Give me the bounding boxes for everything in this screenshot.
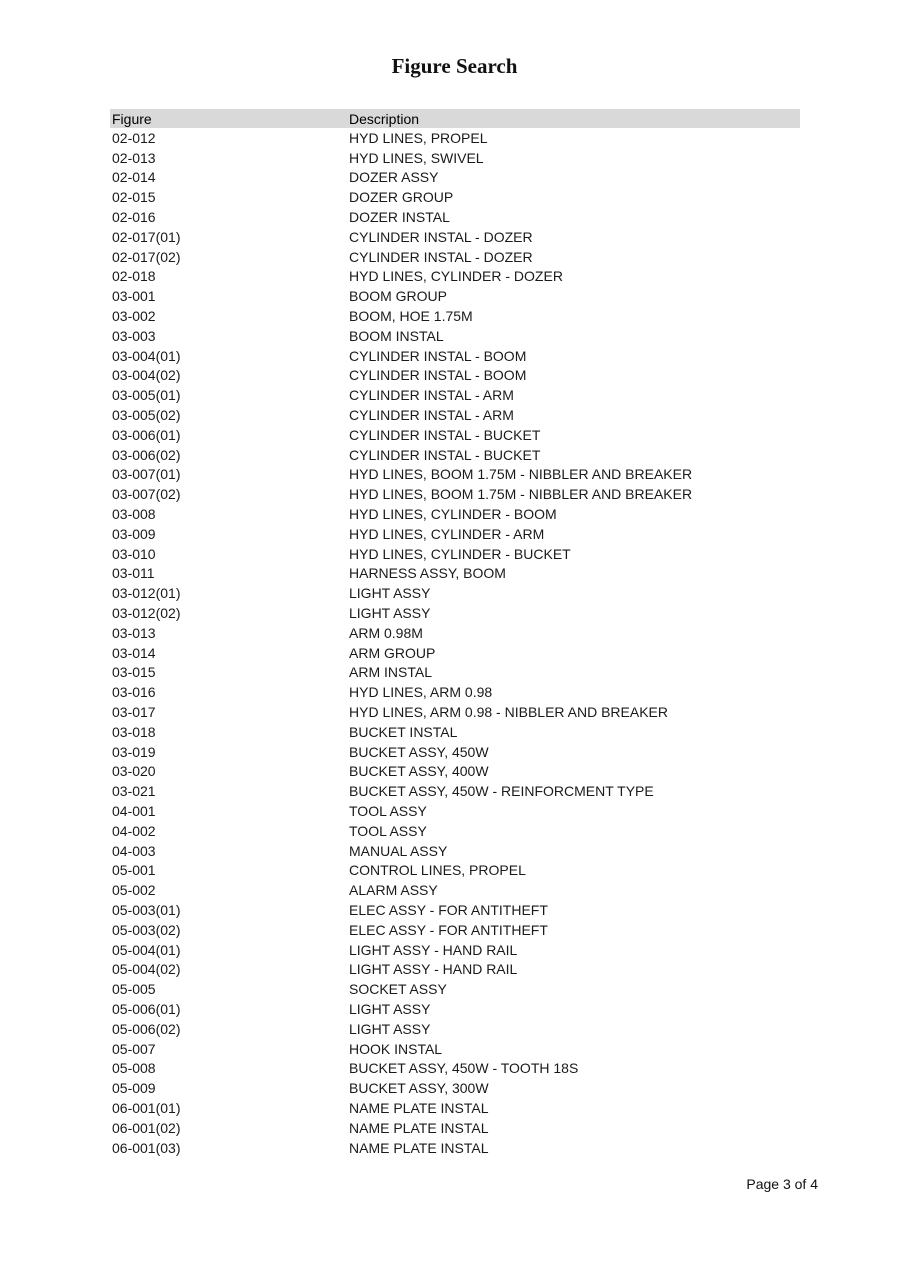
table-row: [110, 781, 800, 801]
figure-cell: 05-006(02): [112, 1020, 181, 1037]
table-row: [110, 1019, 800, 1039]
table-row: [110, 326, 800, 346]
figure-cell: 04-002: [112, 822, 156, 839]
description-cell: ALARM ASSY: [349, 882, 438, 899]
description-cell: NAME PLATE INSTAL: [349, 1099, 489, 1116]
figure-cell: 03-007(02): [112, 486, 181, 503]
table-row: [110, 247, 800, 267]
description-cell: HOOK INSTAL: [349, 1040, 443, 1057]
description-cell: HYD LINES, BOOM 1.75M - NIBBLER AND BREAKER: [349, 466, 693, 483]
table-row: [110, 702, 800, 722]
table-row: [110, 860, 800, 880]
table-row: [110, 959, 800, 979]
figure-cell: 02-018: [112, 268, 156, 285]
table-row: [110, 207, 800, 227]
table-row: [110, 603, 800, 623]
description-cell: BOOM INSTAL: [349, 327, 444, 344]
figure-cell: 03-007(01): [112, 466, 181, 483]
table-row: [110, 1138, 800, 1158]
description-cell: TOOL ASSY: [349, 822, 427, 839]
figure-cell: 02-012: [112, 129, 156, 146]
description-cell: LIGHT ASSY: [349, 605, 431, 622]
figure-cell: 05-002: [112, 882, 156, 899]
table-row: [110, 801, 800, 821]
figure-cell: 05-003(02): [112, 921, 181, 938]
figure-table: [110, 109, 800, 1157]
figure-cell: 03-014: [112, 644, 156, 661]
description-cell: ARM GROUP: [349, 644, 436, 661]
table-row: [110, 1058, 800, 1078]
description-cell: NAME PLATE INSTAL: [349, 1119, 489, 1136]
description-cell: ARM 0.98M: [349, 624, 423, 641]
description-cell: ELEC ASSY - FOR ANTITHEFT: [349, 901, 548, 918]
table-row: [110, 1078, 800, 1098]
table-row: [110, 445, 800, 465]
figure-cell: 03-003: [112, 327, 156, 344]
description-cell: HYD LINES, SWIVEL: [349, 149, 484, 166]
description-cell: BUCKET ASSY, 450W: [349, 743, 489, 760]
figure-cell: 03-017: [112, 704, 156, 720]
figure-cell: 04-003: [112, 842, 156, 859]
description-cell: ELEC ASSY - FOR ANTITHEFT: [349, 921, 548, 938]
table-row: [110, 544, 800, 564]
description-cell: HYD LINES, ARM 0.98 - NIBBLER AND BREAKER: [349, 704, 668, 720]
description-cell: CYLINDER INSTAL - BOOM: [349, 347, 527, 364]
figure-cell: 06-001(01): [112, 1099, 181, 1116]
table-row: [110, 405, 800, 425]
table-row: [110, 663, 800, 683]
description-cell: HARNESS ASSY, BOOM: [349, 565, 506, 582]
table-row: [110, 1118, 800, 1138]
page-number: Page 3 of 4: [746, 1176, 818, 1192]
figure-cell: 03-010: [112, 545, 156, 562]
description-cell: BOOM GROUP: [349, 288, 448, 305]
table-row: [110, 1098, 800, 1118]
table-row: [110, 999, 800, 1019]
table-row: [110, 900, 800, 920]
description-cell: CYLINDER INSTAL - DOZER: [349, 248, 533, 265]
table-row: [110, 821, 800, 841]
description-cell: CONTROL LINES, PROPEL: [349, 862, 526, 879]
figure-cell: 03-008: [112, 506, 156, 523]
figure-cell: 03-020: [112, 763, 156, 780]
figure-cell: 02-014: [112, 169, 156, 186]
description-cell: BUCKET ASSY, 400W: [349, 763, 489, 780]
table-row: [110, 227, 800, 247]
figure-cell: 05-005: [112, 981, 156, 998]
description-cell: HYD LINES, ARM 0.98: [349, 684, 493, 701]
figure-cell: 05-009: [112, 1080, 156, 1097]
description-cell: CYLINDER INSTAL - BOOM: [349, 367, 527, 384]
table-row: [110, 504, 800, 524]
description-cell: TOOL ASSY: [349, 802, 427, 819]
table-row: [110, 286, 800, 306]
description-cell: LIGHT ASSY: [349, 585, 431, 602]
figure-cell: 03-012(01): [112, 585, 181, 602]
table-row: [110, 346, 800, 366]
table-row: [110, 979, 800, 999]
figure-cell: 03-001: [112, 288, 156, 305]
figure-cell: 02-016: [112, 209, 156, 226]
table-row: [110, 465, 800, 485]
column-header-description: Description: [349, 110, 420, 127]
table-row: [110, 623, 800, 643]
description-cell: DOZER ASSY: [349, 169, 439, 186]
table-row: [110, 425, 800, 445]
figure-cell: 03-002: [112, 308, 156, 325]
table-row: [110, 742, 800, 762]
figure-cell: 03-005(02): [112, 407, 181, 424]
figure-cell: 03-012(02): [112, 605, 181, 622]
description-cell: CYLINDER INSTAL - BUCKET: [349, 446, 541, 463]
figure-cell: 03-019: [112, 743, 156, 760]
figure-cell: 03-005(01): [112, 387, 181, 404]
description-cell: BOOM, HOE 1.75M: [349, 308, 473, 325]
table-row: [110, 187, 800, 207]
description-cell: BUCKET ASSY, 450W - TOOTH 18S: [349, 1060, 579, 1077]
table-row: [110, 306, 800, 326]
description-cell: NAME PLATE INSTAL: [349, 1139, 489, 1156]
figure-cell: 03-006(02): [112, 446, 181, 463]
description-cell: HYD LINES, CYLINDER - BOOM: [349, 506, 557, 523]
figure-cell: 03-009: [112, 525, 156, 542]
figure-cell: 03-013: [112, 624, 156, 641]
description-cell: LIGHT ASSY - HAND RAIL: [349, 941, 518, 958]
description-cell: DOZER INSTAL: [349, 209, 450, 226]
description-cell: SOCKET ASSY: [349, 981, 447, 998]
page-title: Figure Search: [391, 54, 518, 78]
table-row: [110, 920, 800, 940]
table-row: [110, 880, 800, 900]
description-cell: CYLINDER INSTAL - BUCKET: [349, 426, 541, 443]
description-cell: BUCKET ASSY, 450W - REINFORCMENT TYPE: [349, 783, 654, 800]
description-cell: CYLINDER INSTAL - ARM: [349, 387, 514, 404]
table-row: [110, 168, 800, 188]
table-row: [110, 643, 800, 663]
figure-cell: 03-015: [112, 664, 156, 681]
figure-cell: 03-016: [112, 684, 156, 701]
description-cell: BUCKET INSTAL: [349, 723, 458, 740]
table-row: [110, 940, 800, 960]
description-cell: LIGHT ASSY: [349, 1020, 431, 1037]
description-cell: HYD LINES, CYLINDER - ARM: [349, 525, 545, 542]
description-cell: HYD LINES, CYLINDER - DOZER: [349, 268, 563, 285]
figure-cell: 05-008: [112, 1060, 156, 1077]
table-row: [110, 366, 800, 386]
figure-cell: 05-001: [112, 862, 156, 879]
figure-cell: 06-001(03): [112, 1139, 181, 1156]
description-cell: LIGHT ASSY: [349, 1000, 431, 1017]
description-cell: HYD LINES, BOOM 1.75M - NIBBLER AND BREAKER: [349, 486, 693, 503]
table-row: [110, 385, 800, 405]
description-cell: DOZER GROUP: [349, 189, 454, 206]
description-cell: HYD LINES, PROPEL: [349, 129, 488, 146]
table-row: [110, 267, 800, 287]
table-header: [110, 109, 800, 128]
table-row: [110, 1039, 800, 1059]
figure-cell: 02-017(02): [112, 248, 181, 265]
description-cell: LIGHT ASSY - HAND RAIL: [349, 961, 518, 978]
figure-cell: 03-004(01): [112, 347, 181, 364]
table-row: [110, 564, 800, 584]
table-row: [110, 524, 800, 544]
table-row: [110, 722, 800, 742]
description-cell: BUCKET ASSY, 300W: [349, 1080, 489, 1097]
figure-cell: 04-001: [112, 802, 156, 819]
table-row: [110, 762, 800, 782]
column-header-figure: Figure: [112, 110, 152, 127]
description-cell: CYLINDER INSTAL - ARM: [349, 407, 514, 424]
figure-cell: 03-021: [112, 783, 156, 800]
figure-cell: 03-011: [112, 565, 155, 582]
table-row: [110, 841, 800, 861]
table-row: [110, 682, 800, 702]
figure-cell: 03-018: [112, 723, 156, 740]
table-row: [110, 484, 800, 504]
figure-cell: 05-004(01): [112, 941, 181, 958]
figure-cell: 02-015: [112, 189, 156, 206]
figure-cell: 02-017(01): [112, 228, 181, 245]
table-row: [110, 128, 800, 148]
figure-cell: 05-006(01): [112, 1000, 181, 1017]
table-body: [110, 128, 800, 1157]
figure-cell: 06-001(02): [112, 1119, 181, 1136]
table-row: [110, 148, 800, 168]
figure-cell: 05-003(01): [112, 901, 181, 918]
figure-cell: 05-007: [112, 1040, 156, 1057]
figure-cell: 05-004(02): [112, 961, 181, 978]
figure-cell: 03-004(02): [112, 367, 181, 384]
description-cell: MANUAL ASSY: [349, 842, 448, 859]
figure-cell: 02-013: [112, 149, 156, 166]
description-cell: CYLINDER INSTAL - DOZER: [349, 228, 533, 245]
table-row: [110, 583, 800, 603]
figure-cell: 03-006(01): [112, 426, 181, 443]
description-cell: ARM INSTAL: [349, 664, 432, 681]
description-cell: HYD LINES, CYLINDER - BUCKET: [349, 545, 571, 562]
